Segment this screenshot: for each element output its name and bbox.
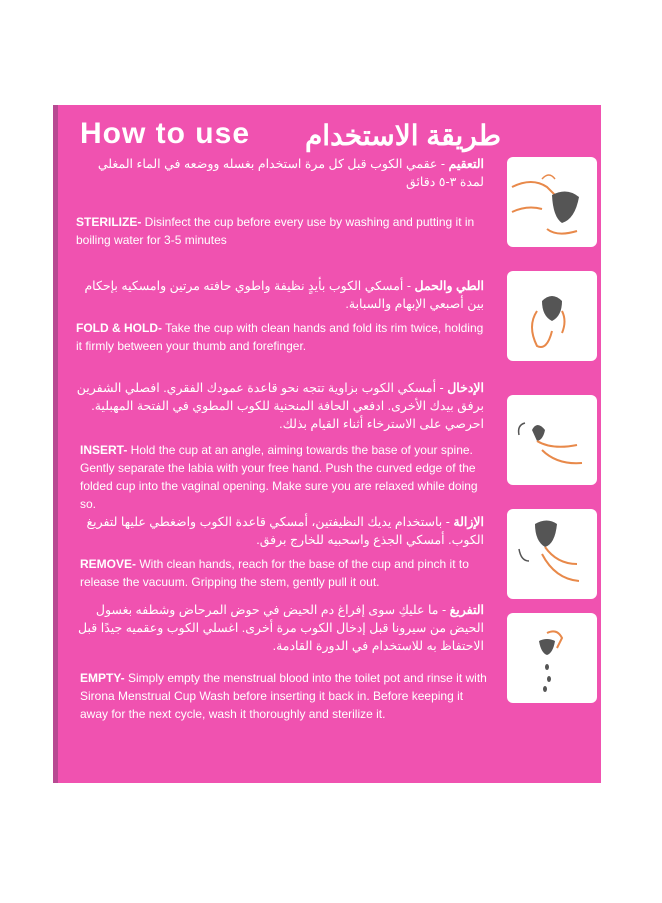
step-text-arabic: - أمسكي الكوب بأيدٍ نظيفة واطوي حافته مرتين وامسكيه بإحكام بين أصبعي الإبهام والسبابة.: [84, 279, 484, 311]
title-arabic: طريقة الاستخدام: [304, 120, 501, 151]
step-empty-english: [80, 669, 490, 723]
empty-cup-icon: [507, 613, 597, 703]
step-insert-arabic: [74, 379, 484, 433]
step-insert-english: [80, 441, 480, 513]
step-remove-english: [80, 555, 490, 591]
step-label-arabic: الإدخال: [447, 381, 484, 395]
insert-cup-icon: [507, 395, 597, 485]
step-sterilize-arabic: [74, 155, 484, 191]
insert-illustration: [507, 395, 597, 485]
sterilize-illustration: [507, 157, 597, 247]
step-fold-arabic: [74, 277, 484, 313]
folded-cup-icon: [507, 271, 597, 361]
remove-cup-icon: [507, 509, 597, 599]
step-fold-english: [76, 319, 491, 355]
title-english: How to use: [80, 117, 251, 150]
fold-illustration: [507, 271, 597, 361]
step-text-arabic: - عقمي الكوب قبل كل مرة استخدام بغسله ووضعه في الماء المغلي لمدة ٣-٥ دقائق: [97, 157, 484, 189]
step-label-arabic: الطي والحمل: [414, 279, 484, 293]
step-text-arabic: - أمسكي الكوب بزاوية تتجه نحو قاعدة عمودك الفقري. افصلي الشفرين برفق بيدك الأخرى. ادفعي الحافة المنحنية للكوب المطوي في الفتحة المهبلية. احرصي على الاسترخاء أثناء القيام بذلك.: [76, 381, 484, 431]
step-label-arabic: الإزالة: [453, 515, 484, 529]
step-label-english: FOLD & HOLD-: [76, 321, 162, 335]
step-label-english: REMOVE-: [80, 557, 137, 571]
remove-illustration: [507, 509, 597, 599]
step-text-english: Hold the cup at an angle, aiming towards the base of your spine. Gently separate the labia with your free hand. Push the curved edge of the folded cup into the vaginal opening. Make sure you are relaxed while doing so.: [80, 443, 478, 511]
empty-illustration: [507, 613, 597, 703]
step-label-arabic: التفريغ: [449, 603, 484, 617]
step-text-english: Disinfect the cup before every use by washing and putting it in boiling water for 3-5 minutes: [76, 215, 475, 247]
step-text-english: Simply empty the menstrual blood into the toilet pot and rinse it with Sirona Menstrual Cup Wash before inserting it back in. Before keeping it away for the next cycle, wash it thoroughly and sterilize it.: [80, 671, 487, 721]
step-text-english: With clean hands, reach for the base of the cup and pinch it to release the vacuum. Gripping the stem, gently pull it out.: [80, 557, 469, 589]
step-label-english: EMPTY-: [80, 671, 125, 685]
step-text-english: Take the cup with clean hands and fold its rim twice, holding it firmly between your thumb and forefinger.: [76, 321, 484, 353]
boiling-cup-icon: [507, 157, 597, 247]
step-empty-arabic: [74, 601, 484, 655]
instructions-panel: [53, 105, 601, 783]
step-sterilize-english: [76, 213, 491, 249]
step-label-arabic: التعقيم: [448, 157, 484, 171]
step-text-arabic: - ما عليكِ سوى إفراغ دم الحيض في حوض المرحاض وشطفه بغسول الحيض من سيرونا قبل إدخال الكوب مرة أخرى. اغسلي الكوب وعقميه جيدًا قبل الاحتفاظ به للاستخدام في الدورة القادمة.: [78, 603, 484, 653]
step-label-english: STERILIZE-: [76, 215, 142, 229]
step-text-arabic: - باستخدام يديك النظيفتين، أمسكي قاعدة الكوب واضغطي عليها لتفريغ الكوب. أمسكي الجذع واسحبيه للخارج برفق.: [86, 515, 484, 547]
step-remove-arabic: [74, 513, 484, 549]
step-label-english: INSERT-: [80, 443, 128, 457]
